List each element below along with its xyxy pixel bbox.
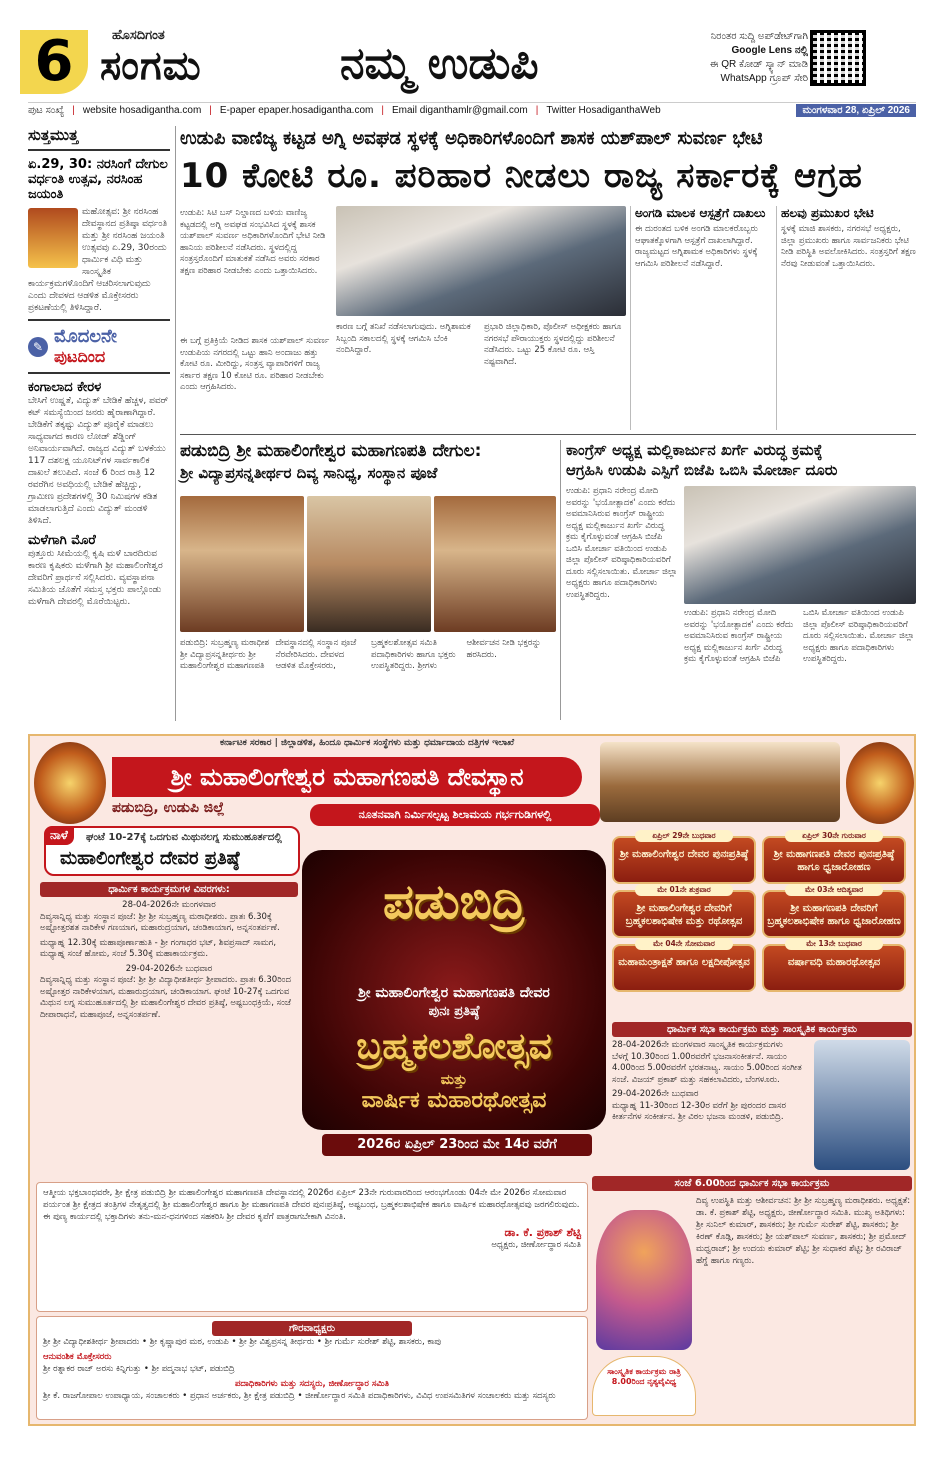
ad-event-date: ಏಪ್ರಿಲ್ 29ನೇ ಬುಧವಾರ	[635, 830, 733, 842]
lead-photo	[336, 206, 626, 316]
ad-event-title: ಶ್ರೀ ಮಹಾಗಣಪತಿ ದೇವರ ಪುನಃಪ್ರತಿಷ್ಠೆ ಹಾಗೂ ಧ್ವಜಾರೋಹಣ	[773, 849, 895, 873]
ad-location: ಪಡುಬಿದ್ರಿ, ಉಡುಪಿ ಜಿಲ್ಲೆ	[112, 800, 225, 816]
news-title[interactable]: ಕಂಗಾಲಾದ ಕೇರಳ	[28, 380, 102, 395]
ad-patrons: ಶ್ರೀ ಶ್ರೀ ವಿದ್ಯಾಧೀಶತೀರ್ಥ ಶ್ರೀಪಾದರು • ಶ್ರೀ ಕೃಷ್ಣಾಪುರ ಮಠ, ಉಡುಪಿ • ಶ್ರೀ ಶ್ರೀ ವಿಶ್ವಪ್ರಸನ್ನ ತೀರ್ಥರು • ಶ್ರೀ ಗುರ್ಮೆ ಸುರೇಶ್ ಶೆಟ್ಟಿ, ಶಾಸಕರು, ಕಾಪು	[43, 1337, 442, 1347]
sidebar-headline[interactable]: ಅಂಗಡಿ ಮಾಲಕ ಆಸ್ಪತ್ರೆಗೆ ದಾಖಲು	[635, 206, 766, 220]
news-text: ಮಹೋತ್ಸವ: ಶ್ರೀ ನರಸಿಂಹ ದೇವಸ್ಥಾನದ ಪ್ರತಿಷ್ಠಾ ವರ್ಧಂತಿ ಮತ್ತು ಶ್ರೀ ನರಸಿಂಹ ಜಯಂತಿ ಉತ್ಸವವು ಏ.29, 30ರಂದು ಧಾರ್ಮಿಕ ವಿಧಿ ಮತ್ತು ಸಾಂಸ್ಕೃತಿಕ ಕಾರ್ಯಕ್ರಮಗಳೊಂದಿಗೆ ಆಚರಿಸಲಾಗುವುದು ಎಂದು ದೇವಳದ ಆಡಳಿತ ಮೊಕ್ತೇಸರರು ಪ್ರಕಟಣೆಯಲ್ಲಿ ತಿಳಿಸಿದ್ದಾರೆ.	[28, 207, 168, 313]
sidebar-story	[776, 206, 916, 430]
qr-promo	[680, 30, 808, 86]
story2-text: ಪಡುಬಿದ್ರಿ: ಸುಬ್ರಹ್ಮಣ್ಯ ಮಠಾಧೀಶ ಶ್ರೀ ವಿದ್ಯಾಪ್ರಸನ್ನತೀರ್ಥರು ಶ್ರೀ ಮಹಾಲಿಂಗೇಶ್ವರ ಮಹಾಗಣಪತಿ ದೇವಸ್ಥಾನದಲ್ಲಿ ಸಂಸ್ಥಾನ ಪೂಜೆ ನೆರವೇರಿಸಿದರು. ದೇವಳದ ಆಡಳಿತ ಮೊಕ್ತೇಸರರು, ಬ್ರಹ್ಮಕಲಶೋತ್ಸವ ಸಮಿತಿ ಪದಾಧಿಕಾರಿಗಳು ಹಾಗೂ ಭಕ್ತರು ಉಪಸ್ಥಿತರಿದ್ದರು. ಶ್ರೀಗಳು ಆಶೀರ್ವಚನ ನೀಡಿ ಭಕ್ತರನ್ನು ಹರಸಿದರು.	[180, 638, 541, 671]
story2-headline-line2: ಶ್ರೀ ವಿದ್ಯಾಪ್ರಸನ್ನತೀರ್ಥರ ದಿವ್ಯ ಸಾನಿಧ್ಯ, ಸಂಸ್ಥಾನ ಪೂಜೆ	[180, 464, 438, 482]
ad-event-card	[762, 939, 906, 992]
ad-schedule-date: 29-04-2026ನೇ ಬುಧವಾರ	[125, 963, 213, 974]
story2-photo	[434, 496, 556, 632]
logo-subtitle: ಶ್ರೀ ಮಹಾಲಿಂಗೇಶ್ವರ ಮಹಾಗಣಪತಿ ದೇವರ	[358, 985, 550, 1001]
dancer-image	[596, 1210, 692, 1350]
ad-schedule	[40, 882, 298, 1172]
news-title[interactable]: ಮಳೆಗಾಗಿ ಮೊರೆ	[28, 533, 96, 548]
logo-subtitle: ಪುನಃ ಪ್ರತಿಷ್ಠೆ	[428, 1004, 480, 1019]
brand-small: ಹೊಸದಿಗಂತ	[112, 28, 165, 43]
ad-event-date: ಮೇ 01ನೇ ಶುಕ್ರವಾರ	[635, 884, 733, 896]
sidebar-text: ಸ್ಥಳಕ್ಕೆ ಮಾಜಿ ಶಾಸಕರು, ನಗರಸಭೆ ಅಧ್ಯಕ್ಷರು, ಜಿಲ್ಲಾ ಪ್ರಮುಖರು ಹಾಗೂ ಸಾರ್ವಜನಿಕರು ಭೇಟಿ ನೀಡಿ ಪರಿಸ್ಥಿತಿ ಅವಲೋಕಿಸಿದರು. ಸಂತ್ರಸ್ತರಿಗೆ ತಕ್ಷಣ ನೆರವು ನೀಡುವಂತೆ ಒತ್ತಾಯಿಸಿದರು.	[781, 224, 916, 269]
ad-committee-title: ಪದಾಧಿಕಾರಿಗಳು ಮತ್ತು ಸದಸ್ಯರು, ಜೀರ್ಣೋದ್ಧಾರ ಸಮಿತಿ	[234, 1379, 390, 1389]
ad-schedule-text: ಮಧ್ಯಾಹ್ನ 12.30ಕ್ಕೆ ಮಹಾಪೂರ್ಣಾಹುತಿ - ಶ್ರೀ ಗಂಗಾಧರ ಭಟ್, ಶಿವಪ್ರಸಾದ್ ಸಾಮಗ, ಮಧ್ಯಾಹ್ನ ಸಂಜೆ ಹೋಮ, ಸಂಜೆ 5.30ಕ್ಕೆ ಮಹಾಕಾರ್ಯಕ್ರಮ.	[40, 937, 277, 959]
logo-word2: ಬ್ರಹ್ಮಕಲಶೋತ್ಸವ	[356, 1025, 552, 1067]
story3-headline[interactable]	[566, 440, 916, 480]
ad-schedule-text: ದಿವ್ಯಸಾನ್ನಿಧ್ಯ ಮತ್ತು ಸಂಸ್ಥಾನ ಪೂಜೆ: ಶ್ರೀ ಶ್ರೀ ವಿದ್ಯಾಧೀಶತೀರ್ಥ ಶ್ರೀಪಾದರು. ಪ್ರಾತಃ 6.30ರಿಂದ ಅಷ್ಟೋತ್ತರ ನಾರಿಕೇಳಯಾಗ, ಮಹಾರುದ್ರಯಾಗ, ಚಂಡಿಕಾಯಾಗ. ಘಂಟೆ 10-27ಕ್ಕೆ ಒದಗುವ ಮಿಥುನ ಲಗ್ನ ಸುಮುಹೂರ್ತದಲ್ಲಿ ಶ್ರೀ ಮಹಾಲಿಂಗೇಶ್ವರ ದೇವರ ಪ್ರತಿಷ್ಠೆ, ಅಷ್ಟಬಂಧಕ್ರಿಯೆ, ಸಂಜೆ ದೀಪಾರಾಧನೆ, ಮಹಾಪೂಜೆ, ಅನ್ನಸಂತರ್ಪಣೆ.	[40, 975, 291, 1020]
brahmakalashotsava-logo	[302, 850, 606, 1130]
ad-sabha-header: ಸಂಜೆ 6.00ರಿಂದ ಧಾರ್ಮಿಕ ಸಭಾ ಕಾರ್ಯಕ್ರಮ	[592, 1176, 912, 1191]
email-link[interactable]: Email diganthamlr@gmail.com	[391, 105, 528, 116]
story3-headline-line1: ಕಾಂಗ್ರೆಸ್ ಅಧ್ಯಕ್ಷ ಮಲ್ಲಿಕಾರ್ಜುನ ಖರ್ಗೆ ವಿರುದ್ಧ ಕ್ರಮಕ್ಕೆ	[566, 441, 823, 459]
ad-tomorrow-tag: ನಾಳೆ	[44, 826, 74, 845]
ad-event-title: ಶ್ರೀ ಮಹಾಲಿಂಗೇಶ್ವರ ದೇವರ ಪುನಃಪ್ರತಿಷ್ಠೆ	[619, 849, 749, 860]
story2-photo	[180, 496, 304, 632]
twitter-link[interactable]: Twitter HosadiganthaWeb	[546, 105, 661, 116]
ad-cultural-text: ಬೆಳಗ್ಗೆ 10.30ರಿಂದ 1.00ರವರೆಗೆ ಭಜನಾಸಂಕೀರ್ತನೆ. ಸಾಯಂ 4.00ರಿಂದ 5.00ರವರೆಗೆ ಭರತನಾಟ್ಯ. ಸಾಯಂ 5.00ರಿಂದ ಸಂಗೀತ ಸಂಜೆ. ವಿಜಯ್ ಪ್ರಕಾಶ್ ಮತ್ತು ಸಹಕಲಾವಿದರು, ಬೆಂಗಳೂರು.	[612, 1051, 802, 1085]
ad-sabha-text: ದಿವ್ಯ ಉಪಸ್ಥಿತಿ ಮತ್ತು ಆಶೀರ್ವಚನ: ಶ್ರೀ ಶ್ರೀ ಸುಬ್ರಹ್ಮಣ್ಯ ಮಠಾಧೀಶರು. ಅಧ್ಯಕ್ಷತೆ: ಡಾ. ಕೆ. ಪ್ರಕಾಶ್ ಶೆಟ್ಟಿ, ಅಧ್ಯಕ್ಷರು, ಜೀರ್ಣೋದ್ಧಾರ ಸಮಿತಿ. ಮುಖ್ಯ ಅತಿಥಿಗಳು: ಶ್ರೀ ಸುನಿಲ್ ಕುಮಾರ್, ಶಾಸಕರು; ಶ್ರೀ ಗುರ್ಮೆ ಸುರೇಶ್ ಶೆಟ್ಟಿ, ಶಾಸಕರು; ಶ್ರೀ ಕಿರಣ್ ಕೊಡ್ಗಿ, ಶಾಸಕರು; ಶ್ರೀ ಯಶ್‌ಪಾಲ್ ಸುವರ್ಣ, ಶಾಸಕರು; ಶ್ರೀ ಪ್ರಮೋದ್ ಮಧ್ವರಾಜ್; ಶ್ರೀ ಉದಯ ಕುಮಾರ್ ಶೆಟ್ಟಿ; ಶ್ರೀ ಸುಧಾಕರ ಶೆಟ್ಟಿ; ಶ್ರೀ ರವಿರಾಜ್ ಹೆಗ್ಡೆ ಹಾಗೂ ಗಣ್ಯರು.	[696, 1196, 911, 1266]
story2-headline-line1: ಪಡುಬಿದ್ರಿ ಶ್ರೀ ಮಹಾಲಿಂಗೇಶ್ವರ ಮಹಾಗಣಪತಿ ದೇಗುಲ:	[180, 441, 482, 461]
epaper-link[interactable]: E-paper epaper.hosadigantha.com	[219, 105, 374, 116]
ad-event-title: ಮಹಾಮಂತ್ರಾಕ್ಷತೆ ಹಾಗೂ ಲಕ್ಷದೀಪೋತ್ಸವ	[618, 957, 750, 968]
ad-advisors-header: ಆನುವಂಶಿಕ ಮೊಕ್ತೇಸರರು	[43, 1352, 112, 1362]
ad-date-range: 2026ರ ಏಪ್ರಿಲ್ 23ರಿಂದ ಮೇ 14ರ ವರೆಗೆ	[322, 1134, 592, 1156]
info-bar: ಪುಟ ಸಂಖ್ಯೆ | website hosadigantha.com | E-paper epaper.hosadigantha.com | Email diganthamlr@gmail.com | Twitter HosadiganthaWeb ಮಂಗಳವಾರ 28, ಏಪ್ರಿಲ್ 2026	[28, 102, 916, 118]
logo-word: ಪಡುಬಿದ್ರಿ	[383, 874, 525, 930]
ad-signatory-role: ಅಧ್ಯಕ್ಷರು, ಜೀರ್ಣೋದ್ಧಾರ ಸಮಿತಿ	[491, 1240, 581, 1250]
issue-date: ಮಂಗಳವಾರ 28, ಏಪ್ರಿಲ್ 2026	[796, 104, 916, 117]
continued-line2: ಪುಟದಿಂದ	[54, 347, 106, 366]
ad-event-card	[762, 831, 906, 884]
singer-photo	[814, 1040, 910, 1170]
qr-code-icon[interactable]	[810, 30, 866, 86]
ad-event-date: ಮೇ 04ನೇ ಸೋಮವಾರ	[635, 938, 733, 950]
lead-col4: ಪ್ರಭಾರಿ ಜಿಲ್ಲಾಧಿಕಾರಿ, ಪೊಲೀಸ್ ಅಧೀಕ್ಷಕರು ಹಾಗೂ ನಗರಸಭೆ ಪೌರಾಯುಕ್ತರು ಸ್ಥಳದಲ್ಲಿದ್ದು ಪರಿಶೀಲನೆ ನಡೆಸಿದರು. ಒಟ್ಟು 25 ಕೋಟಿ ರೂ. ಆಸ್ತಿ ನಷ್ಟವಾಗಿದೆ.	[484, 322, 622, 367]
ad-footer-text: ಶ್ರೀ ಕೆ. ರಾಜಗೋಪಾಲ ಉಪಾಧ್ಯಾಯ, ಸಂಚಾಲಕರು • ಪ್ರಧಾನ ಅರ್ಚಕರು, ಶ್ರೀ ಕ್ಷೇತ್ರ ಪಡುಬಿದ್ರಿ • ಜೀರ್ಣೋದ್ಧಾರ ಸಮಿತಿ ಪದಾಧಿಕಾರಿಗಳು, ವಿವಿಧ ಉಪಸಮಿತಿಗಳ ಸಂಚಾಲಕರು ಮತ್ತು ಸದಸ್ಯರು	[43, 1391, 556, 1401]
ad-dance-caption: ಸಾಂಸ್ಕೃತಿಕ ಕಾರ್ಯಕ್ರಮ ರಾತ್ರಿ 8.00ರಿಂದ ನೃತ್ಯವೈವಿಧ್ಯ	[592, 1356, 696, 1416]
story3-text: ಉಡುಪಿ: ಪ್ರಧಾನಿ ನರೇಂದ್ರ ಮೋದಿ ಅವರನ್ನು 'ಭಯೋತ್ಪಾದಕ' ಎಂದು ಕರೆದು ಅವಮಾನಿಸಿರುವ ಕಾಂಗ್ರೆಸ್ ರಾಷ್ಟ್ರೀಯ ಅಧ್ಯಕ್ಷ ಮಲ್ಲಿಕಾರ್ಜುನ ಖರ್ಗೆ ವಿರುದ್ಧ ಕ್ರಮ ಕೈಗೊಳ್ಳುವಂತೆ ಆಗ್ರಹಿಸಿ ಬಿಜೆಪಿ ಒಬಿಸಿ ಮೋರ್ಚಾ ವತಿಯಿಂದ ಉಡುಪಿ ಜಿಲ್ಲಾ ಪೊಲೀಸ್ ವರಿಷ್ಠಾಧಿಕಾರಿಯವರಿಗೆ ದೂರು ಸಲ್ಲಿಸಲಾಯಿತು. ಮೋರ್ಚಾ ಜಿಲ್ಲಾ ಅಧ್ಯಕ್ಷರು ಹಾಗೂ ಪದಾಧಿಕಾರಿಗಳು ಉಪಸ್ಥಿತರಿದ್ದರು.	[566, 486, 678, 600]
divider	[180, 434, 916, 435]
promo-line: ಈ QR ಕೋಡ್ ಸ್ಕ್ಯಾನ್ ಮಾಡಿ	[709, 59, 808, 70]
lead-kicker[interactable]: ಉಡುಪಿ ವಾಣಿಜ್ಯ ಕಟ್ಟಡ ಅಗ್ನಿ ಅವಘಡ ಸ್ಥಳಕ್ಕೆ ಅಧಿಕಾರಿಗಳೊಂದಿಗೆ ಶಾಸಕ ಯಶ್‌ಪಾಲ್ ಸುವರ್ಣ ಭೇಟಿ	[180, 128, 763, 149]
ad-event-date: ಏಪ್ರಿಲ್ 30ನೇ ಗುರುವಾರ	[785, 830, 883, 842]
website-link[interactable]: website hosadigantha.com	[82, 105, 202, 116]
logo-conjunction: ಮತ್ತು	[440, 1072, 468, 1088]
ad-highlight-box	[44, 826, 300, 876]
ad-event-title: ಶ್ರೀ ಮಹಾಗಣಪತಿ ದೇವರಿಗೆ ಬ್ರಹ್ಮಕಲಶಾಭಿಷೇಕ ಹಾಗೂ ಧ್ವಜಾರೋಹಣ	[767, 903, 901, 927]
ad-event-date: ಮೇ 03ನೇ ಆದಿತ್ಯವಾರ	[785, 884, 883, 896]
ad-government-line: ಕರ್ನಾಟಕ ಸರಕಾರ | ಜಿಲ್ಲಾಡಳಿತ, ಹಿಂದೂ ಧಾರ್ಮಿಕ ಸಂಸ್ಥೆಗಳು ಮತ್ತು ಧರ್ಮಾದಾಯ ದತ್ತಿಗಳ ಇಲಾಖೆ	[220, 738, 515, 748]
ad-cultural-header: ಧಾರ್ಮಿಕ ಸಭಾ ಕಾರ್ಯಕ್ರಮ ಮತ್ತು ಸಾಂಸ್ಕೃತಿಕ ಕಾರ್ಯಕ್ರಮ	[612, 1022, 912, 1037]
ad-signatory: ಡಾ. ಕೆ. ಪ್ರಕಾಶ್ ಶೆಟ್ಟಿ	[504, 1226, 581, 1239]
ad-event-title: ಶ್ರೀ ಮಹಾಲಿಂಗೇಶ್ವರ ದೇವರಿಗೆ ಬ್ರಹ್ಮಕಲಶಾಭಿಷೇಕ ಮತ್ತು ರಥೋತ್ಸವ	[625, 903, 743, 927]
sidebar-headline[interactable]: ಹಲವು ಪ್ರಮುಖರ ಭೇಟಿ	[781, 206, 874, 220]
story3-text-cont: ಉಡುಪಿ: ಪ್ರಧಾನಿ ನರೇಂದ್ರ ಮೋದಿ ಅವರನ್ನು 'ಭಯೋತ್ಪಾದಕ' ಎಂದು ಕರೆದು ಅವಮಾನಿಸಿರುವ ಕಾಂಗ್ರೆಸ್ ರಾಷ್ಟ್ರೀಯ ಅಧ್ಯಕ್ಷ ಮಲ್ಲಿಕಾರ್ಜುನ ಖರ್ಗೆ ವಿರುದ್ಧ ಕ್ರಮ ಕೈಗೊಳ್ಳುವಂತೆ ಆಗ್ರಹಿಸಿ ಬಿಜೆಪಿ ಒಬಿಸಿ ಮೋರ್ಚಾ ವತಿಯಿಂದ ಉಡುಪಿ ಜಿಲ್ಲಾ ಪೊಲೀಸ್ ವರಿಷ್ಠಾಧಿಕಾರಿಯವರಿಗೆ ದೂರು ಸಲ್ಲಿಸಲಾಯಿತು. ಮೋರ್ಚಾ ಜಿಲ್ಲಾ ಅಧ್ಯಕ್ಷರು ಹಾಗೂ ಪದಾಧಿಕಾರಿಗಳು ಉಪಸ್ಥಿತರಿದ್ದರು.	[684, 608, 915, 664]
sidebar-text: ಈ ದುರಂತದ ಬಳಿಕ ಅಂಗಡಿ ಮಾಲಕರೊಬ್ಬರು ಆಘಾತಕ್ಕೊಳಗಾಗಿ ಆಸ್ಪತ್ರೆಗೆ ದಾಖಲಾಗಿದ್ದಾರೆ. ರಾಜ್ಯಮಟ್ಟದ ಅಗ್ನಿಶಾಮಕ ಅಧಿಕಾರಿಗಳು ಸ್ಥಳಕ್ಕೆ ಆಗಮಿಸಿ ಪರಿಶೀಲನೆ ನಡೆಸಿದ್ದಾರೆ.	[635, 224, 758, 269]
continued-label	[28, 326, 170, 367]
lead-col3: ಕಾರಣ ಬಗ್ಗೆ ತನಿಖೆ ನಡೆಸಲಾಗುವುದು. ಅಗ್ನಿಶಾಮಕ ಸಿಬ್ಬಂದಿ ಸಕಾಲದಲ್ಲಿ ಸ್ಥಳಕ್ಕೆ ಆಗಮಿಸಿ ಬೆಂಕಿ ನಂದಿಸಿದ್ದಾರೆ.	[336, 322, 471, 355]
ad-event-card	[612, 831, 756, 884]
lead-col1: ಉಡುಪಿ: ಸಿಟಿ ಬಸ್ ನಿಲ್ದಾಣದ ಬಳಿಯ ವಾಣಿಜ್ಯ ಕಟ್ಟಡದಲ್ಲಿ ಅಗ್ನಿ ಅವಘಡ ಸಂಭವಿಸಿದ ಸ್ಥಳಕ್ಕೆ ಶಾಸಕ ಯಶ್‌ಪಾಲ್ ಸುವರ್ಣ ಅಧಿಕಾರಿಗಳೊಂದಿಗೆ ಭೇಟಿ ನೀಡಿ ಹಾನಿಯ ಪರಿಶೀಲನೆ ನಡೆಸಿದರು. ಸ್ಥಳದಲ್ಲಿದ್ದ ಸಂತ್ರಸ್ತರೊಂದಿಗೆ ಮಾತುಕತೆ ನಡೆಸಿದ ಅವರು ಸರಕಾರ ತಕ್ಷಣ ಪರಿಹಾರ ನೀಡಬೇಕು ಎಂದು ಒತ್ತಾಯಿಸಿದರು.	[180, 208, 326, 276]
ad-schedule-text: ದಿವ್ಯಸಾನ್ನಿಧ್ಯ ಮತ್ತು ಸಂಸ್ಥಾನ ಪೂಜೆ: ಶ್ರೀ ಶ್ರೀ ಸುಬ್ರಹ್ಮಣ್ಯ ಮಠಾಧೀಶರು. ಪ್ರಾತಃ 6.30ಕ್ಕೆ ಅಷ್ಟೋತ್ತರಶತ ನಾರಿಕೇಳ ಗಣಯಾಗ, ಮಹಾರುದ್ರಯಾಗ, ಚಂಡಿಕಾಯಾಗ, ಅನ್ನಸಂತರ್ಪಣೆ.	[40, 911, 280, 933]
column-heading: ಸುತ್ತಮುತ್ತ	[28, 126, 79, 144]
ad-event-card	[612, 939, 756, 992]
ad-committee	[36, 1316, 588, 1420]
masthead	[20, 24, 920, 104]
story3-headline-line2: ಆಗ್ರಹಿಸಿ ಉಡುಪಿ ಎಸ್ಪಿಗೆ ಬಿಜೆಪಿ ಒಬಿಸಿ ಮೋರ್ಚಾ ದೂರು	[566, 461, 838, 479]
deity-image	[34, 742, 106, 824]
column-divider	[175, 126, 176, 721]
ad-cultural-date: 29-04-2026ನೇ ಬುಧವಾರ	[612, 1089, 699, 1099]
deity-image	[846, 742, 914, 824]
left-column	[28, 126, 170, 720]
promo-line: Google Lens ನಲ್ಲಿ	[731, 45, 808, 56]
ad-invitation	[36, 1182, 588, 1312]
story2-photo	[307, 496, 431, 632]
story3-photo	[684, 486, 916, 604]
ad-advisors: ಶ್ರೀ ರತ್ನಾಕರ ರಾಜ್ ಅರಸು ಕಿನ್ನಿಗುತ್ತು • ಶ್ರೀ ಪದ್ಮನಾಭ ಭಟ್, ಪಡುಬಿದ್ರಿ	[43, 1364, 235, 1374]
ad-event-card	[612, 885, 756, 938]
ad-schedule-date: 28-04-2026ನೇ ಮಂಗಳವಾರ	[122, 900, 216, 910]
news-text: ಪುತ್ತೂರು ಸೀಮೆಯಲ್ಲಿ ಕೃಷಿ ಮಳೆ ಬಾರದಿರುವ ಕಾರಣ ಕೃಷಿಕರು ಮಳೆಗಾಗಿ ಶ್ರೀ ಮಹಾಲಿಂಗೇಶ್ವರ ದೇವರಿಗೆ ಪ್ರಾರ್ಥನೆ ಸಲ್ಲಿಸಿದರು. ವ್ಯವಸ್ಥಾಪನಾ ಸಮಿತಿಯ ಜೊತೆಗೆ ಸಮಸ್ತ ಭಕ್ತರು ಪಾಲ್ಗೊಂಡು ಮಳೆಗಾಗಿ ದೇವರಲ್ಲಿ ಮೊರೆಯಿಟ್ಟರು.	[28, 549, 163, 607]
promo-line: ನಿರಂತರ ಸುದ್ದಿ ಅಪ್‌ಡೇಟ್‌ಗಾಗಿ	[710, 31, 808, 42]
ad-invitation-text: ಆತ್ಮೀಯ ಭಕ್ತಬಾಂಧವರೇ, ಶ್ರೀ ಕ್ಷೇತ್ರ ಪಡುಬಿದ್ರಿ ಶ್ರೀ ಮಹಾಲಿಂಗೇಶ್ವರ ಮಹಾಗಣಪತಿ ದೇವಸ್ಥಾನದಲ್ಲಿ 2026ರ ಏಪ್ರಿಲ್ 23ನೇ ಗುರುವಾರದಿಂದ ಆರಂಭಗೊಂಡು 04ನೇ ಮೇ 2026ರ ಸೋಮವಾರ ಪರ್ಯಂತ ಶ್ರೀ ಕ್ಷೇತ್ರದ ತಂತ್ರಿಗಳ ನೇತೃತ್ವದಲ್ಲಿ ಶ್ರೀ ಮಹಾಲಿಂಗೇಶ್ವರ ಹಾಗೂ ಶ್ರೀ ಮಹಾಗಣಪತಿ ದೇವರ ಪುನಃಪ್ರತಿಷ್ಠೆ, ಅಷ್ಟಬಂಧ, ಬ್ರಹ್ಮಕಲಶಾಭಿಷೇಕ ಹಾಗೂ ವಾರ್ಷಿಕ ಮಹಾರಥೋತ್ಸವವು ಜರಗಲಿರುವುದು. ಈ ಪುಣ್ಯ ಕಾರ್ಯದಲ್ಲಿ ಭಕ್ತಾದಿಗಳು ತನು-ಮನ-ಧನಗಳಿಂದ ಸಹಕರಿಸಿ ಶ್ರೀ ದೇವರ ಕೃಪೆಗೆ ಪಾತ್ರರಾಗಬೇಕಾಗಿ ವಿನಂತಿ.	[43, 1188, 580, 1222]
news-text: ಬೇಸಿಗೆ ಉಷ್ಣತೆ, ವಿದ್ಯುತ್ ಬೇಡಿಕೆ ಹೆಚ್ಚಳ, ಪವರ್ ಕಟ್ ಸಮಸ್ಯೆಯಿಂದ ಜನರು ಹೈರಾಣಾಗಿದ್ದಾರೆ. ಬೇಡಿಕೆಗೆ ತಕ್ಕಷ್ಟು ವಿದ್ಯುತ್ ಪೂರೈಕೆ ಮಾಡಲು ಸಾಧ್ಯವಾಗದ ಕಾರಣ ಲೋಡ್ ಶೆಡ್ಡಿಂಗ್ ಅನಿವಾರ್ಯವಾಗಿದೆ. ರಾಜ್ಯದ ವಿದ್ಯುತ್ ಬಳಕೆಯು 117 ದಶಲಕ್ಷ ಯೂನಿಟ್‌ಗಳ ಸಾರ್ವಕಾಲಿಕ ದಾಖಲೆ ತಲುಪಿದೆ. ಸಂಜೆ 6 ರಿಂದ ರಾತ್ರಿ 12 ರವರೆಗಿನ ಅವಧಿಯಲ್ಲಿ ಬೇಡಿಕೆ ಹೆಚ್ಚಿದ್ದು, ಗ್ರಾಮೀಣ ಪ್ರದೇಶಗಳಲ್ಲಿ 30 ನಿಮಿಷಗಳ ಕಡಿತ ಮಾಡಲಾಗುತ್ತಿದೆ ಎಂದು ವಿದ್ಯುತ್ ಮಂಡಳಿ ತಿಳಿಸಿದೆ.	[28, 396, 169, 526]
temple-image	[600, 742, 840, 822]
brand-title: ಸಂಗಮ	[100, 42, 202, 89]
continued-line1: ಮೊದಲನೇ	[54, 326, 117, 347]
ad-cultural-text: ಮಧ್ಯಾಹ್ನ 11-30ರಿಂದ 12-30ರ ವರೆಗೆ ಶ್ರೀ ಪುರಂದರ ದಾಸರ ಕೀರ್ತನೆಗಳ ಸಂಕೀರ್ತನ. ಶ್ರೀ ವಿಠಲ ಭಜನಾ ಮಂಡಳಿ, ಪಡುಬಿದ್ರಿ.	[612, 1100, 787, 1122]
ad-temple-title: ಶ್ರೀ ಮಹಾಲಿಂಗೇಶ್ವರ ಮಹಾಗಣಪತಿ ದೇವಸ್ಥಾನ	[112, 757, 582, 797]
page-label: ಪುಟ ಸಂಖ್ಯೆ	[28, 105, 65, 116]
story2-headline[interactable]	[180, 440, 550, 484]
pencil-icon: ✎	[28, 337, 48, 357]
ad-pratishtha-title: ಮಹಾಲಿಂಗೇಶ್ವರ ದೇವರ ಪ್ರತಿಷ್ಠೆ	[60, 848, 240, 869]
ad-schedule-header: ಧಾರ್ಮಿಕ ಕಾರ್ಯಕ್ರಮಗಳ ವಿವರಗಳು:	[40, 882, 298, 897]
ad-cultural-date: 28-04-2026ನೇ ಮಂಗಳವಾರ ಸಾಂಸ್ಕೃತಿಕ ಕಾರ್ಯಕ್ರಮಗಳು	[612, 1040, 783, 1050]
lead-col2: ಈ ಬಗ್ಗೆ ಪ್ರತಿಕ್ರಿಯೆ ನೀಡಿದ ಶಾಸಕ ಯಶ್‌ಪಾಲ್ ಸುವರ್ಣ ಉಡುಪಿಯ ನಗರದಲ್ಲಿ ಒಟ್ಟು ಹಾನಿ ಅಂದಾಜು ಹತ್ತು ಕೋಟಿ ರೂ. ಮೀರಿದ್ದು, ಸಂತ್ರಸ್ತ ವ್ಯಾಪಾರಿಗಳಿಗೆ ರಾಜ್ಯ ಸರ್ಕಾರ ತಕ್ಷಣ 10 ಕೋಟಿ ರೂ. ಪರಿಹಾರ ನೀಡಬೇಕು ಎಂದು ಆಗ್ರಹಿಸಿದರು.	[180, 336, 330, 392]
logo-rathotsava: ವಾರ್ಷಿಕ ಮಹಾರಥೋತ್ಸವ	[361, 1088, 547, 1113]
ad-patrons-header: ಗೌರವಾಧ್ಯಕ್ಷರು	[212, 1321, 412, 1336]
column-divider	[560, 440, 561, 720]
sidebar-story	[630, 206, 770, 430]
lead-headline[interactable]: 10 ಕೋಟಿ ರೂ. ಪರಿಹಾರ ನೀಡಲು ರಾಜ್ಯ ಸರ್ಕಾರಕ್ಕೆ ಆಗ್ರಹ	[180, 156, 863, 196]
ad-new-shrine-banner: ನೂತನವಾಗಿ ನಿರ್ಮಿಸಲ್ಪಟ್ಟ ಶಿಲಾಮಯ ಗರ್ಭಗುಡಿಗಳಲ್ಲಿ	[310, 804, 600, 826]
temple-photo	[28, 208, 78, 268]
ad-event-date: ಮೇ 13ನೇ ಬುಧವಾರ	[785, 938, 883, 950]
news-title[interactable]: ಏ.29, 30: ನರಸಿಂಗೆ ದೇಗುಲ ವರ್ಧಂತಿ ಉತ್ಸವ, ನರಸಿಂಹ ಜಯಂತಿ	[28, 157, 168, 202]
ad-event-title: ವರ್ಷಾವಧಿ ಮಹಾರಥೋತ್ಸವ	[787, 957, 881, 968]
page-number: 6	[20, 30, 88, 94]
section-title: ನಮ್ಮ ಉಡುಪಿ	[340, 38, 539, 89]
ad-event-card	[762, 885, 906, 938]
promo-line: WhatsApp ಗ್ರೂಪ್ ಸೇರಿ	[720, 73, 808, 84]
ad-muhurta-time: ಘಂಟೆ 10-27ಕ್ಕೆ ಒದಗುವ ಮಿಥುನಲಗ್ನ ಸುಮುಹೂರ್ತದಲ್ಲಿ	[86, 832, 282, 843]
